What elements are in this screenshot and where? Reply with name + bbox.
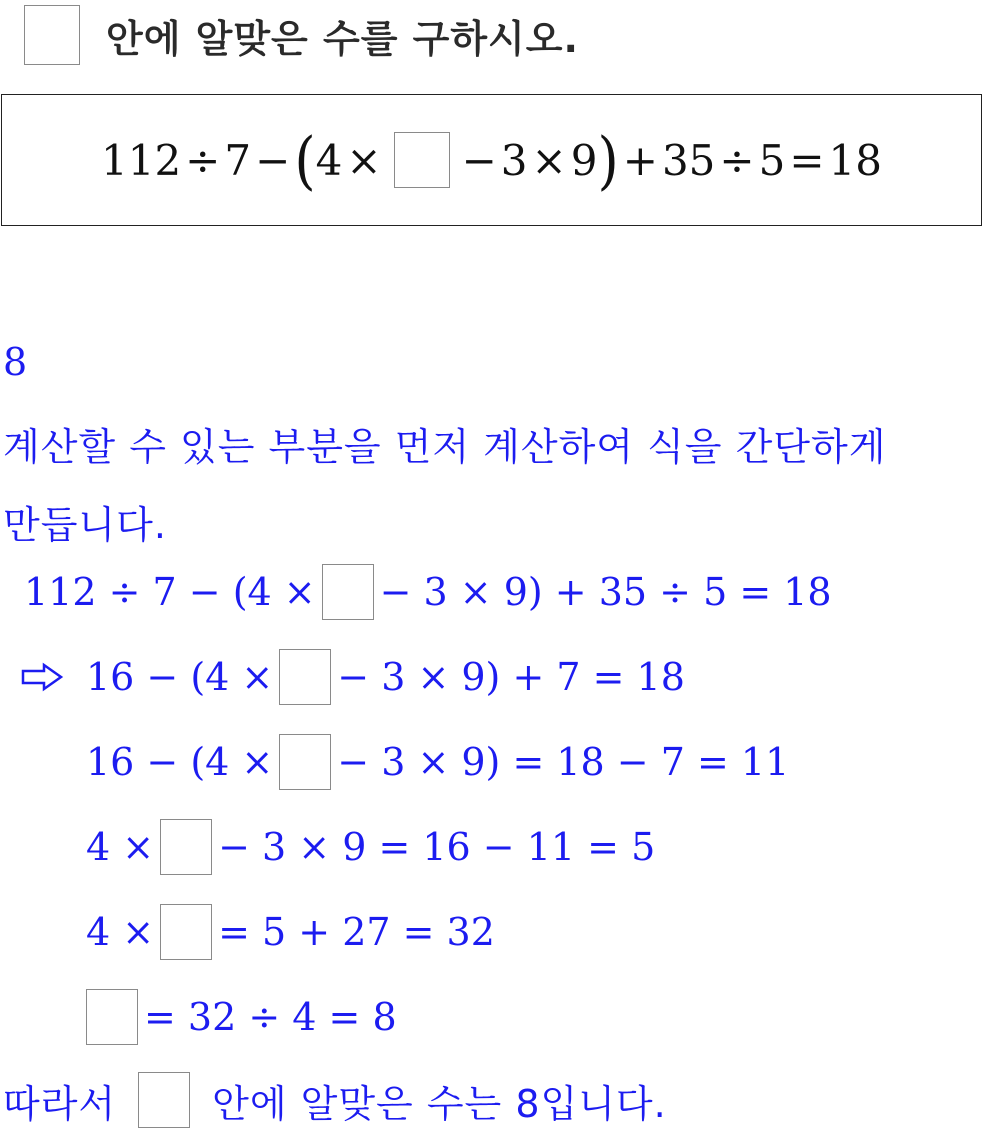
eq-number: 9 [570, 135, 598, 185]
step-expression-right: − 3 × 9) + 7 = 18 [337, 655, 685, 699]
solution-step-5 [86, 902, 495, 962]
eq-operator: × [531, 135, 567, 185]
eq-number: 3 [500, 135, 528, 185]
instruction-text: 안에 알맞은 수를 구하시오. [106, 16, 579, 61]
solution-step-3 [86, 732, 789, 792]
blank-box [24, 5, 80, 65]
solution-step-2 [20, 647, 685, 707]
solution-step-6 [86, 987, 397, 1047]
eq-number: 35 [661, 135, 716, 185]
blank-box [322, 564, 374, 620]
blank-box [394, 132, 450, 188]
conclusion-lead: 따라서 [3, 1081, 117, 1126]
step-expression-left: 16 − (4 × [86, 740, 274, 784]
eq-number: 112 [101, 135, 182, 185]
solution-step-4 [86, 817, 655, 877]
right-arrow-outline-icon [20, 662, 64, 692]
explanation-line-2: 만듭니다. [3, 503, 167, 547]
conclusion-text: 안에 알맞은 수는 8입니다. [212, 1081, 667, 1126]
answer-value: 8 [3, 340, 28, 384]
blank-box [160, 904, 212, 960]
blank-box [279, 649, 331, 705]
eq-operator: = [789, 135, 825, 185]
eq-operator: ÷ [719, 135, 755, 185]
conclusion [3, 1070, 667, 1130]
eq-paren: ( [294, 122, 316, 197]
eq-operator: − [461, 135, 497, 185]
step-expression-left: 4 × [86, 825, 155, 869]
step-expression-left: 16 − (4 × [86, 655, 274, 699]
step-expression-right: − 3 × 9) = 18 − 7 = 11 [337, 740, 790, 784]
eq-number: 5 [758, 135, 786, 185]
blank-box [86, 989, 138, 1045]
eq-result: 18 [828, 135, 882, 185]
eq-operator: + [622, 135, 658, 185]
step-expression-right: = 5 + 27 = 32 [218, 910, 495, 954]
eq-number: 4 [315, 135, 343, 185]
step-expression-right: − 3 × 9 = 16 − 11 = 5 [218, 825, 656, 869]
step-expression-left: 112 ÷ 7 − (4 × [24, 570, 316, 614]
step-expression-left: 4 × [86, 910, 155, 954]
question-equation-frame [1, 94, 982, 226]
eq-number: 7 [224, 135, 252, 185]
eq-operator: − [255, 135, 291, 185]
explanation-line-1: 계산할 수 있는 부분을 먼저 계산하여 식을 간단하게 [3, 425, 887, 469]
eq-operator: ÷ [185, 135, 221, 185]
blank-box [138, 1072, 190, 1128]
blank-box [160, 819, 212, 875]
eq-operator: × [346, 135, 382, 185]
solution-step-1 [24, 562, 832, 622]
step-expression-right: = 32 ÷ 4 = 8 [144, 995, 397, 1039]
step-expression-right: − 3 × 9) + 35 ÷ 5 = 18 [379, 570, 832, 614]
question-instruction [24, 4, 579, 66]
eq-paren: ) [597, 122, 619, 197]
blank-box [279, 734, 331, 790]
question-equation [101, 122, 882, 197]
